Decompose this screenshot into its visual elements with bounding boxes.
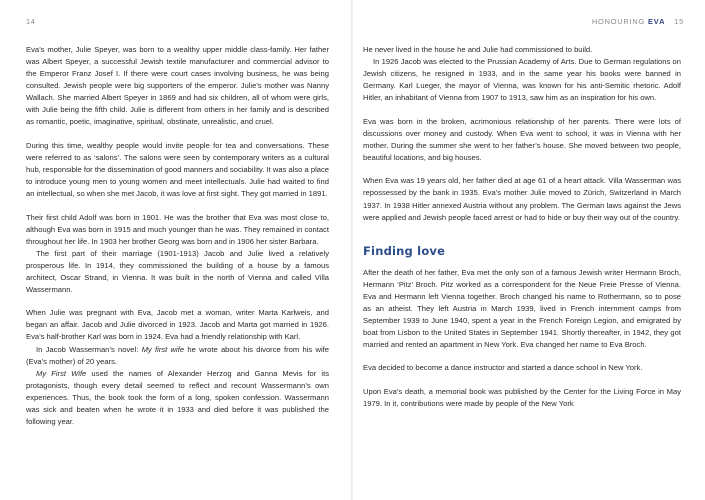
right-page-body — [363, 44, 681, 410]
paragraph: When Julie was pregnant with Eva, Jacob met a woman, writer Marta Karlweis, and began an affair. Jacob and Julie divorced in 1923. Jacob and Marta got married in 1926. Eva’s half-brother Karl was born in 1924. Eva had a friendly relationship with Karl. — [26, 308, 329, 342]
paragraph — [26, 344, 329, 368]
paragraph: The first part of their marriage (1901-1913) Jacob and Julie lived a relatively prosperous life. In 1914, they commissioned the building of a house by a famous architect, Oscar Strand, in Vienna. It was built in the north of Vienna and called Villa Wassermann. — [26, 248, 329, 294]
paragraph: Eva decided to become a dance instructor and started a dance school in New York. — [363, 363, 643, 373]
page-number-right: 15 — [674, 17, 684, 26]
running-head-prefix: HONOURING — [591, 17, 646, 26]
paragraph: When Eva was 19 years old, her father died at age 61 of a heart attack. Villa Wasserman was repossessed by the bank in 1935. Eva’s mother Julie moved to Zürich, Switzerland in March 1937. In 1938 Hitler annexed Austria without any problem. The German laws against the Jews were applied and Jewish people faced arrest or had to hide or buy their way out of the country. — [363, 176, 681, 222]
running-head — [592, 17, 684, 26]
paragraph: Upon Eva’s death, a memorial book was published by the Center for the Living Force in May 1979. In it, contributions were made by people of the New York — [363, 387, 681, 409]
paragraph — [26, 368, 329, 428]
paragraph: He never lived in the house he and Julie had commissioned to build. — [363, 45, 593, 54]
paragraph: During this time, wealthy people would invite people for tea and conversations. These were referred to as ‘salons’. The salons were seen by contemporary writers as a cultural hub, responsible for the dissemination of good manners and sociability. It was also a place to introduce young men to young women and meet intellectuals. Julie had waited to find an intellectual, so when she met Jacob, it was love at first sight. They got married in 1891. — [26, 140, 329, 199]
book-title: My First Wife — [36, 368, 87, 378]
paragraph: Eva’s mother, Julie Speyer, was born to a wealthy upper middle class-family. Her father was Albert Speyer, a successful Jewish textile manufacturer and commercial advisor to the Emperor Franz Josef I. If there were court cases involving business, he was being consulted. Jewish people were big supporters of the emperor. Julie’s mother was Nanny Wallach. She married Albert Speyer in 1869 and had six children, all of whom were girls, with Julie being the fifth child. Julie is different from others in her family and is described as romantic, poetic, imaginative, spiritual, obstinate, unrealistic, and cruel. — [26, 45, 329, 127]
text-run: used the names of Alexander Herzog and Ganna Mevis for its protagonists, though every detail seemed to reflect and recount Wassermann’s own experiences. Thus, the book took the form of a long, spoken confession. Wassermann was sick and beaten when he wrote it in 1933 and died before it was published the following year. — [26, 368, 329, 426]
section-heading: Finding love — [363, 243, 446, 258]
left-page — [0, 0, 351, 500]
text-run: he wrote about his divorce from his wife (Eva’s mother) of 20 years. — [26, 344, 330, 366]
running-head-title: EVA — [647, 17, 666, 26]
book-title: My first wife — [141, 344, 185, 354]
paragraph: In 1926 Jacob was elected to the Prussian Academy of Arts. Due to German regulations on Jewish citizens, he resigned in 1933, and in the same year his books were banned in Germany. Karl Lueger, the mayor of Vienna, was known for his anti-Semitic rhetoric. Adolf Hitler, an inhabitant of Vienna from 1907 to 1913, saw him as an inspiration for his own. — [363, 57, 681, 103]
paragraph: Their first child Adolf was born in 1901. He was the brother that Eva was most close to, although Eva was born in 1915 and much younger than he was. They remained in contact throughout her life. In 1903 her brother Georg was born and in 1906 her sister Barbara. — [26, 212, 329, 246]
right-page — [353, 0, 705, 500]
paragraph: After the death of her father, Eva met the only son of a famous Jewish writer Hermann Broch, Hermann ‘Pitz’ Broch. Pitz worked as a correspondent for the Neue Freie Presse of Vienna. Eva and Hermann left Vienna together. Broch changed his name to Rothermann, so to pose as an atheist. They left Austria in March 1939, lived in French internment camps from September 1939 to June 1940, spent a year in the French Foreign Legion, and emigrated by boat from Lisbon to the United States in September 1941. Shortly thereafter, in 1942, they got married and rented an apartment in New York. Eva changed her name to Eva Broch. — [363, 267, 681, 349]
left-page-body — [26, 44, 329, 428]
text-run: In Jacob Wasserman’s novel: — [36, 344, 142, 354]
paragraph: Eva was born in the broken, acrimonious relationship of her parents. There were lots of discussions over money and custody. When Eva went to school, it was in Vienna with her mother. During the summer she went to her father’s house. She moved between two people, beautiful locations, and big houses. — [363, 116, 681, 162]
page-number-left: 14 — [26, 17, 36, 26]
